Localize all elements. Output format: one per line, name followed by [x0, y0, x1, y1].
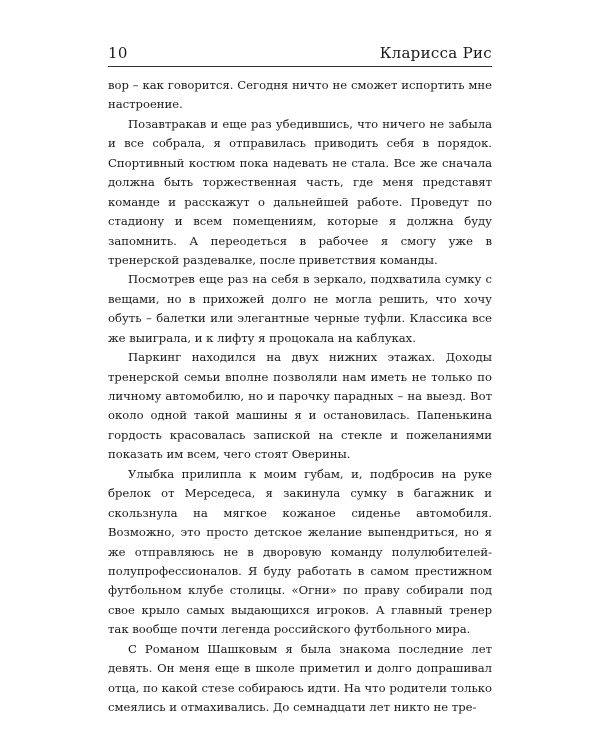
running-header	[108, 40, 492, 62]
header-rule	[108, 66, 492, 67]
paragraph-continued: вор – как говорится. Сегодня ничто не сможет испортить мне настроение.	[108, 78, 492, 112]
page-number: 10	[108, 44, 128, 62]
running-title: Кларисса Рис	[379, 44, 492, 62]
paragraph: Паркинг находился на двух нижних этажах. Доходы тренерской семьи вполне позволяли нам иметь не только по личному автомобилю, но и парочку парадных – на выезд. Вот около одной такой машины я и остановилась. Папенькина гордость красовалась запиской на стекле и пожеланиями показать им всем, чего стоят Оверины.	[108, 350, 492, 462]
paragraph: Улыбка прилипла к моим губам, и, подбросив на руке брелок от Мерседеса, я закинула сумку в багажник и скользнула на мягкое кожаное сиденье автомобиля. Возможно, это просто детское желание выпендриться, но я же отправляюсь не в дворовую команду полулюбителей-полупрофессионалов. Я буду работать в самом престижном футбольном клубе столицы. «Огни» по праву собирали под свое крыло самых выдающихся игроков. А главный тренер так вообще почти легенда российского футбольного мира.	[108, 466, 492, 637]
body-text	[108, 76, 492, 717]
paragraph: Позавтракав и еще раз убедившись, что ничего не забыла и все собрала, я отправилась приводить себя в порядок. Спортивный костюм пока надевать не стала. Все же сначала должна быть торжественная часть, где меня представят команде и расскажут о дальнейшей работе. Проведут по стадиону и всем помещениям, которые я должна буду запомнить. А переодеться в рабочее я смогу уже в тренерской раздевалке, после приветствия команды.	[108, 116, 492, 267]
paragraph: Посмотрев еще раз на себя в зеркало, подхватила сумку с вещами, но в прихожей долго не могла решить, что хочу обуть – балетки или элегантные черные туфли. Классика все же выиграла, и к лифту я процокала на каблуках.	[108, 272, 492, 345]
paragraph: С Романом Шашковым я была знакома последние лет девять. Он меня еще в школе приметил и долго допрашивал отца, по какой стезе собираюсь идти. На что родители только смеялись и отмахивались. До семнадцати лет никто не тре-	[108, 641, 492, 714]
